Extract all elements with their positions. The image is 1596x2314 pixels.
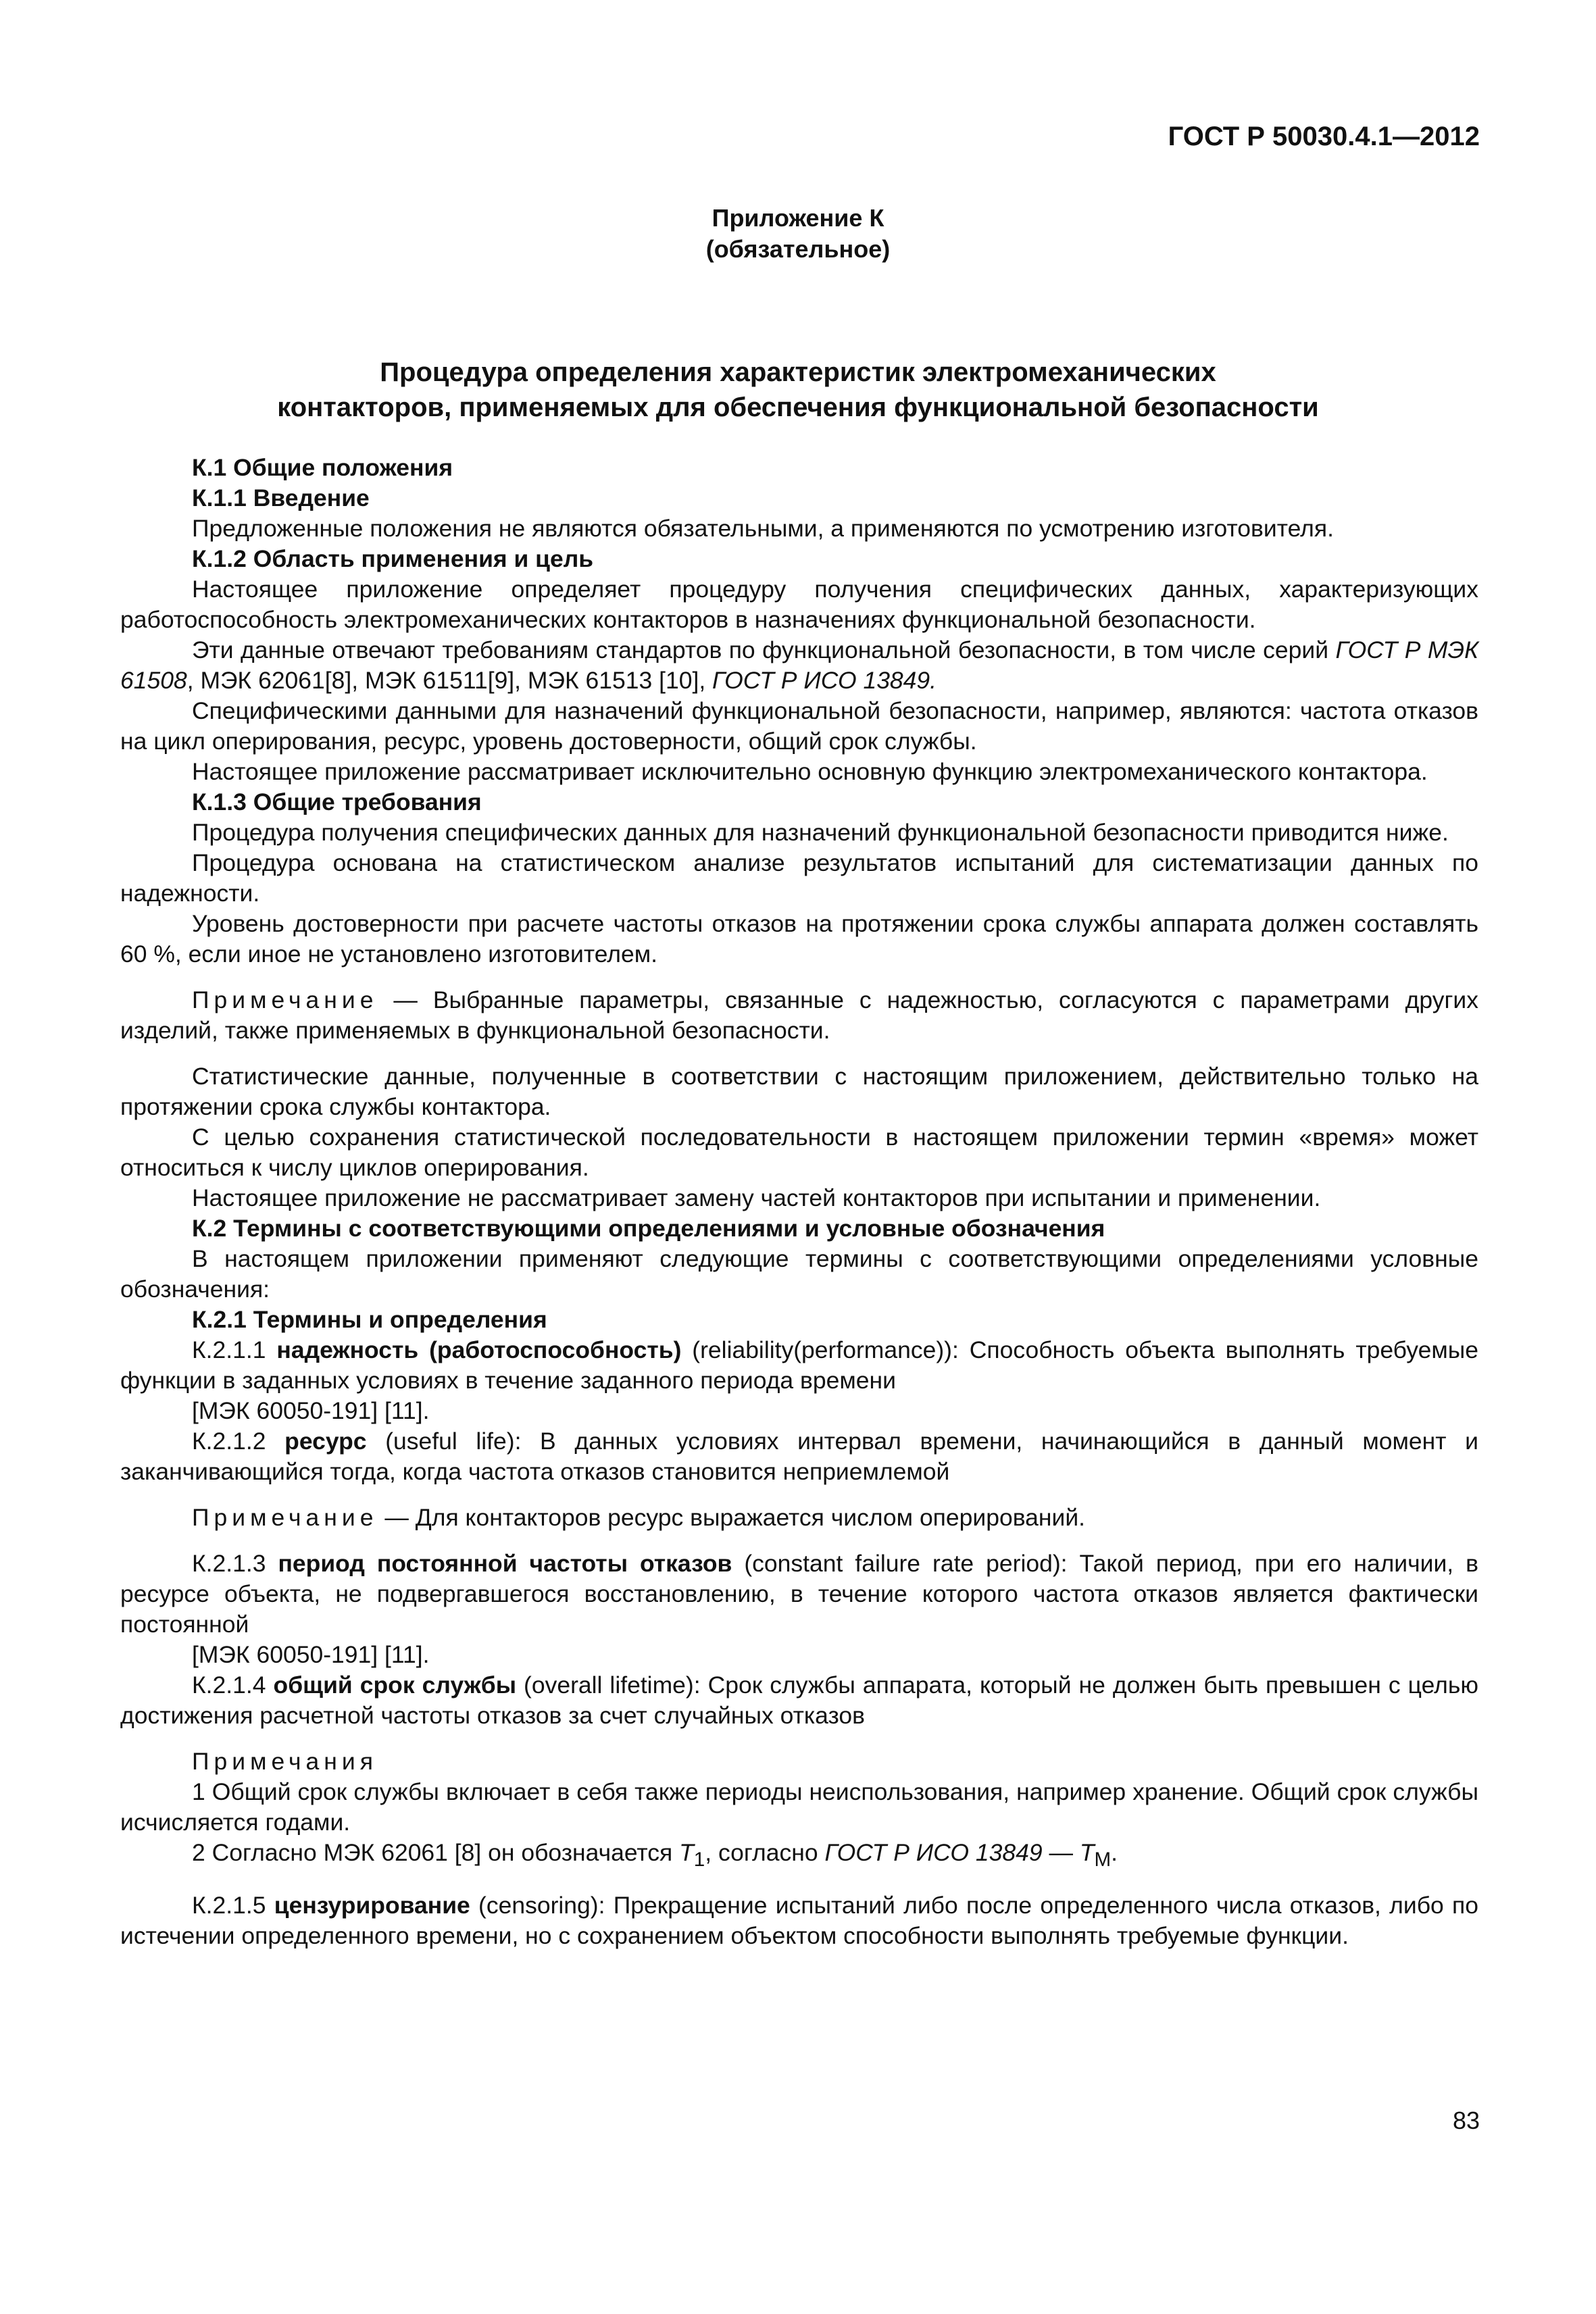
term-definition (120, 1890, 1478, 1951)
text-run: 2 Согласно МЭК 62061 [8] он обозначается (192, 1839, 680, 1866)
text-run: Эти данные отвечают требованиям стандартов по функциональной безопасности, в том числе серий (192, 636, 1336, 663)
standard-reference: ГОСТ Р ИСО 13849. (712, 667, 937, 694)
appendix-title (0, 355, 1596, 425)
term-definition (120, 1335, 1478, 1396)
document-body (120, 453, 1478, 1951)
paragraph: Процедура основана на статистическом анализе результатов испытаний для систематизации данных по надежности. (120, 849, 1478, 907)
appendix-title-line-1: Процедура определения характеристик электромеханических (380, 357, 1216, 387)
note (120, 1503, 1478, 1533)
paragraph: Предложенные положения не являются обязательными, а применяются по усмотрению изготовителя. (192, 515, 1334, 542)
note-text: — Для контакторов ресурс выражается числом оперирований. (378, 1504, 1086, 1531)
definition: (censoring): Прекращение испытаний либо после определенного числа отказов, либо по истечении определенного времени, но с сохранением объектом способности выполнять требуемые функции. (120, 1892, 1478, 1950)
subsection-heading: К.1.1 Введение (192, 484, 370, 511)
term-definition (120, 1549, 1478, 1640)
text-run: , согласно (705, 1839, 825, 1866)
appendix-label: Приложение К (712, 204, 884, 232)
term-reference: [МЭК 60050-191] [11]. (192, 1641, 430, 1668)
term-number: К.2.1.1 (192, 1336, 277, 1363)
subscript: 1 (693, 1848, 705, 1871)
term-number: К.2.1.4 (192, 1671, 274, 1699)
subsection-heading: К.2.1 Термины и определения (192, 1306, 547, 1333)
term-number: К.2.1.5 (192, 1892, 274, 1919)
subsection-heading: К.1.3 Общие требования (192, 788, 482, 815)
paragraph: Статистические данные, полученные в соответствии с настоящим приложением, действительно только на протяжении срока службы контактора. (120, 1063, 1478, 1120)
paragraph: Настоящее приложение определяет процедуру получения специфических данных, характеризующих работоспособность электромеханических контакторов в назначениях функциональной безопасности. (120, 576, 1478, 633)
text-run: , МЭК 62061[8], МЭК 61511[9], МЭК 61513 [10], (186, 667, 713, 694)
paragraph: Процедура получения специфических данных для назначений функциональной безопасности приводится ниже. (192, 819, 1449, 846)
term: период постоянной частоты отказов (278, 1550, 732, 1577)
section-heading: К.2 Термины с соответствующими определениями и условные обозначения (192, 1215, 1105, 1242)
note (120, 985, 1478, 1046)
term: надежность (работоспособность) (276, 1336, 682, 1363)
term-definition (120, 1426, 1478, 1487)
term-number: К.2.1.3 (192, 1550, 278, 1577)
term-number: К.2.1.2 (192, 1428, 285, 1455)
note-text: — Выбранные параметры, связанные с надежностью, согласуются с параметрами других изделий, также применяемых в функциональной безопасности. (120, 986, 1478, 1044)
paragraph: В настоящем приложении применяют следующие термины с соответствующими определениями условные обозначения: (120, 1245, 1478, 1303)
term: общий срок службы (273, 1671, 517, 1699)
appendix-heading (0, 203, 1596, 265)
appendix-title-line-2: контакторов, применяемых для обеспечения функциональной безопасности (277, 393, 1319, 422)
definition: (reliability(performance)): Способность объекта выполнять требуемые функции в заданных условиях в течение заданного периода времени (120, 1336, 1478, 1394)
paragraph: Уровень достоверности при расчете частоты отказов на протяжении срока службы аппарата должен составлять 60 %, если иное не установлено изготовителем. (120, 910, 1478, 967)
standard-reference: ГОСТ Р ИСО 13849 (824, 1839, 1043, 1866)
paragraph (120, 635, 1478, 696)
definition: (constant failure rate period): Такой период, при его наличии, в ресурсе объекта, не подвергавшегося восстановлению, в течение которого частота отказов является фактически постоянной (120, 1550, 1478, 1638)
document-code: ГОСТ Р 50030.4.1—2012 (1168, 122, 1480, 151)
definition: (useful life): В данных условиях интервал времени, начинающийся в данный момент и заканчивающийся тогда, когда частота отказов становится неприемлемой (120, 1428, 1478, 1485)
note-item: 1 Общий срок службы включает в себя также периоды неиспользования, например хранение. Общий срок службы исчисляется годами. (120, 1778, 1478, 1836)
paragraph: Настоящее приложение не рассматривает замену частей контакторов при испытании и применении. (192, 1184, 1321, 1211)
page-number: 83 (1452, 2107, 1480, 2134)
section-heading: К.1 Общие положения (192, 454, 453, 481)
subscript: M (1094, 1848, 1112, 1871)
term: ресурс (284, 1428, 367, 1455)
paragraph: Специфическими данными для назначений функциональной безопасности, например, являются: частота отказов на цикл оперирования, ресурс, уровень достоверности, общий срок службы. (120, 697, 1478, 755)
paragraph: С целью сохранения статистической последовательности в настоящем приложении термин «время» может относиться к числу циклов оперирования. (120, 1124, 1478, 1181)
term-definition (120, 1670, 1478, 1731)
symbol: T (1079, 1839, 1095, 1866)
standard-reference: ГОСТ Р МЭК 61508 (120, 636, 1478, 694)
paragraph: Настоящее приложение рассматривает исключительно основную функцию электромеханического контактора. (192, 758, 1428, 785)
term: цензурирование (274, 1892, 470, 1919)
note-item (120, 1838, 1478, 1875)
subsection-heading: К.1.2 Область применения и цель (192, 545, 594, 572)
note-label: Примечание (192, 1504, 378, 1531)
term-reference: [МЭК 60050-191] [11]. (192, 1397, 430, 1424)
notes-label: Примечания (192, 1748, 378, 1775)
symbol: T (679, 1839, 694, 1866)
text-run: . (1111, 1839, 1118, 1866)
text-run: — (1042, 1839, 1080, 1866)
appendix-status: (обязательное) (705, 235, 891, 263)
note-label: Примечание (192, 986, 378, 1013)
definition: (overall lifetime): Срок службы аппарата, который не должен быть превышен с целью достижения расчетной частоты отказов за счет случайных отказов (120, 1671, 1478, 1729)
